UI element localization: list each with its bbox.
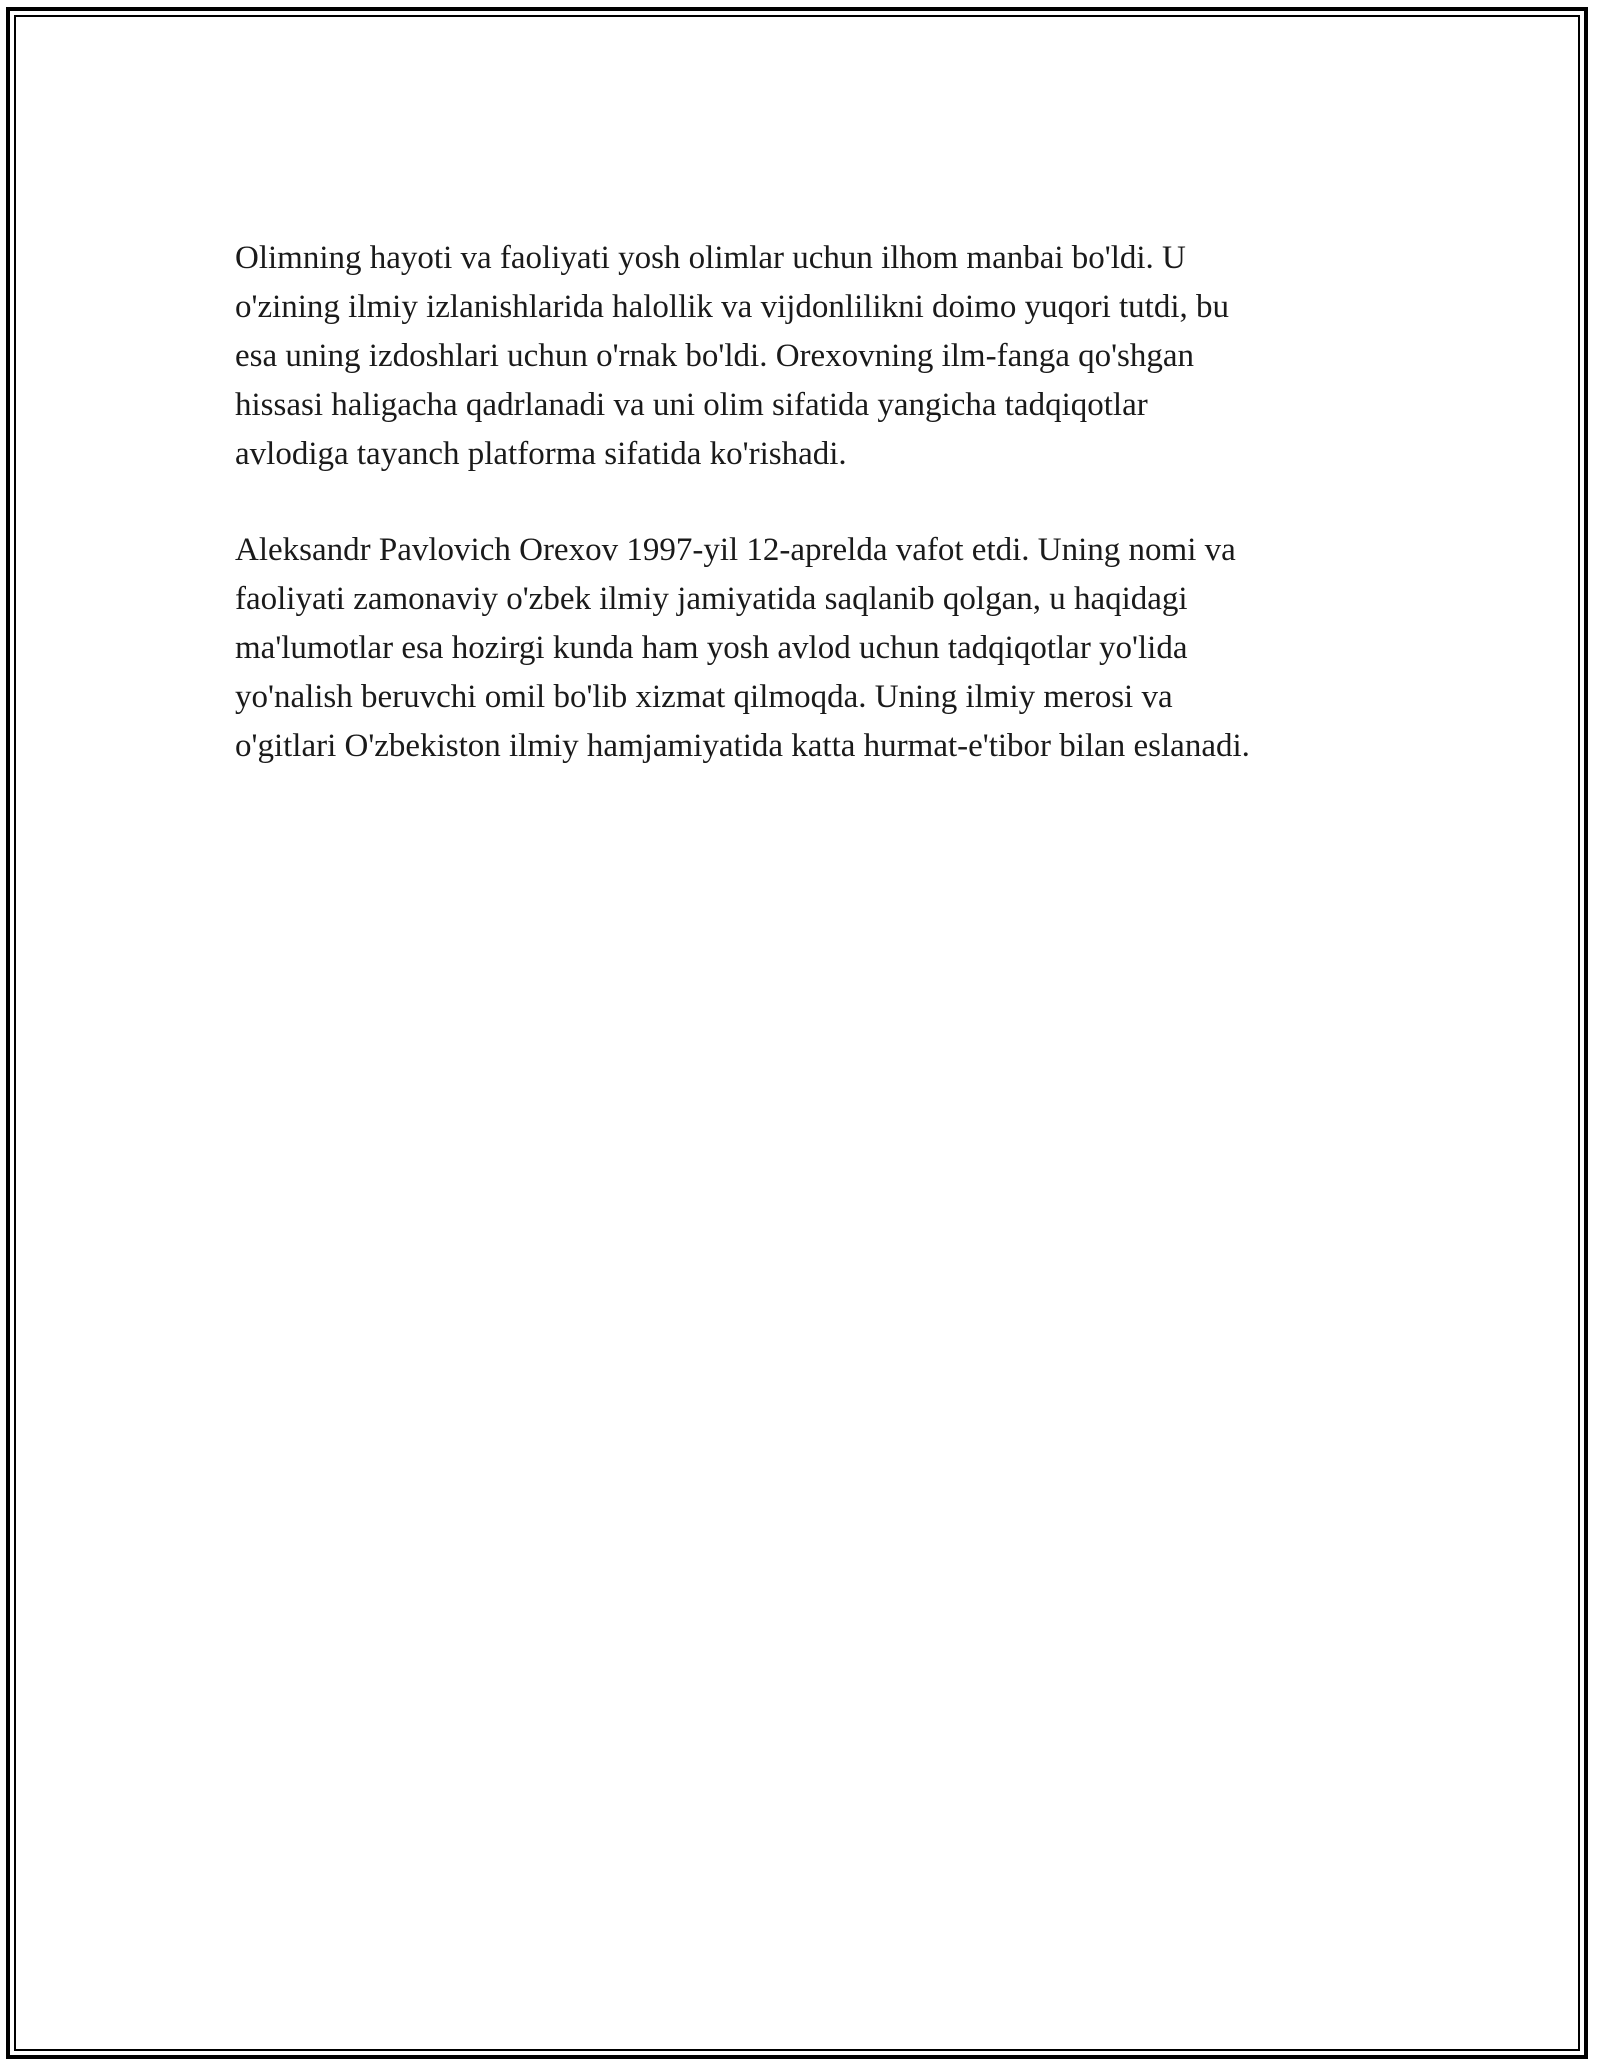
paragraph-line: hissasi haligacha qadrlanadi va uni olim sifatida yangicha tadqiqotlar [235,387,1148,423]
paragraph-line: o'gitlari O'zbekiston ilmiy hamjamiyatida katta hurmat-e'tibor bilan eslanadi. [235,728,1250,764]
paragraph-line: ma'lumotlar esa hozirgi kunda ham yosh avlod uchun tadqiqotlar yo'lida [235,630,1188,666]
paragraph-line: faoliyati zamonaviy o'zbek ilmiy jamiyatida saqlanib qolgan, u haqidagi [235,581,1188,617]
paragraph-line: avlodiga tayanch platforma sifatida ko'rishadi. [235,436,847,472]
paragraph-line: o'zining ilmiy izlanishlarida halollik va vijdonlilikni doimo yuqori tutdi, bu [235,289,1230,325]
document-body [235,234,1385,771]
paragraph-1 [235,234,1385,479]
paragraph-line: yo'nalish beruvchi omil bo'lib xizmat qilmoqda. Uning ilmiy merosi va [235,679,1173,715]
paragraph-line: esa uning izdoshlari uchun o'rnak bo'ldi. Orexovning ilm-fanga qo'shgan [235,338,1195,374]
paragraph-line: Olimning hayoti va faoliyati yosh olimlar uchun ilhom manbai bo'ldi. U [235,240,1186,276]
paragraph-2 [235,526,1385,771]
paragraph-line: Aleksandr Pavlovich Orexov 1997-yil 12-aprelda vafot etdi. Uning nomi va [235,532,1236,568]
